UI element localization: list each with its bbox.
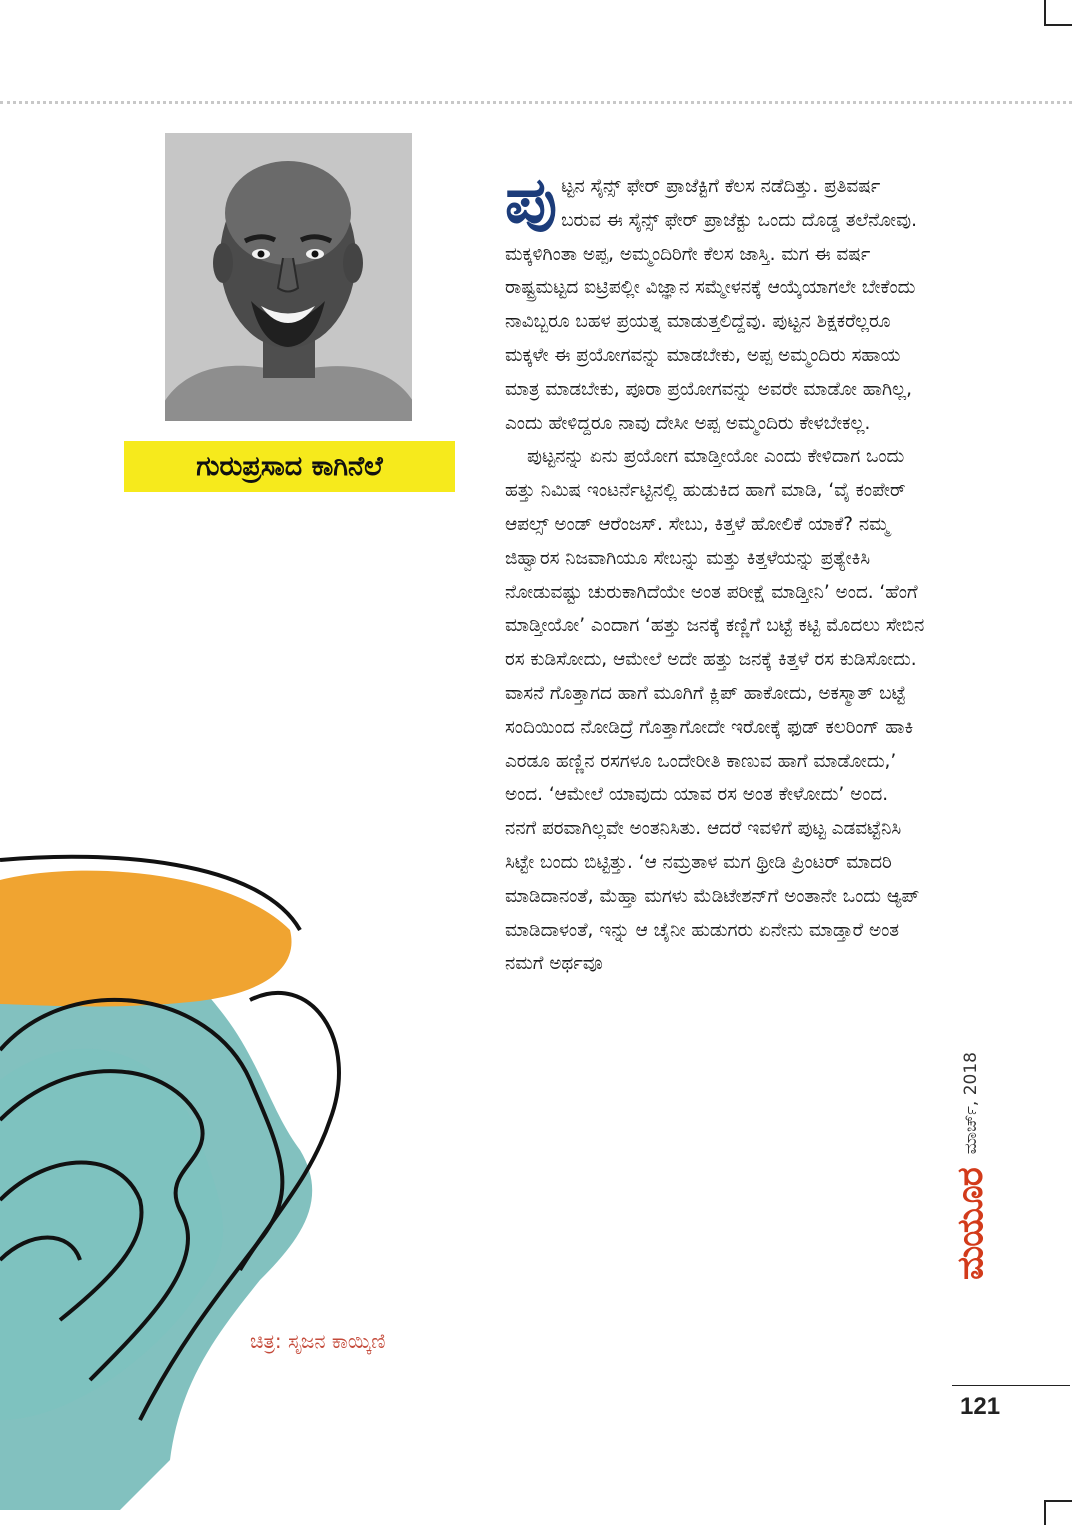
author-photo xyxy=(165,133,412,421)
issue-date: ಮಾರ್ಚ್, 2018 xyxy=(961,1052,981,1155)
crop-mark-top-h xyxy=(1044,24,1072,26)
crop-mark-bottom-h xyxy=(1044,1500,1072,1502)
page-number-rule xyxy=(952,1385,1070,1386)
author-portrait-image xyxy=(165,133,412,421)
crop-mark-top-v xyxy=(1044,0,1046,26)
article-body xyxy=(505,164,925,981)
illustration-artwork xyxy=(0,820,470,1520)
author-byline: ಗುರುಪ್ರಸಾದ ಕಾಗಿನೆಲೆ xyxy=(124,441,455,492)
drop-cap: ಪು xyxy=(505,164,558,238)
header-dotted-rule xyxy=(0,101,1072,104)
article-paragraph-1 xyxy=(505,164,925,440)
article-paragraph-2: ಪುಟ್ಟನನ್ನು ಏನು ಪ್ರಯೋಗ ಮಾಡ್ತೀಯೋ ಎಂದು ಕೇಳಿದಾಗ ಒಂದು ಹತ್ತು ನಿಮಿಷ ಇಂಟರ್ನೆಟ್ಟಿನಲ್ಲಿ ಹುಡುಕಿದ ಹಾಗೆ ಮಾಡಿ, ‘ವೈ ಕಂಪೇರ್ ಆಪಲ್ಸ್ ಅಂಡ್ ಆರೆಂಜಸ್. ಸೇಬು, ಕಿತ್ತಳೆ ಹೋಲಿಕೆ ಯಾಕೆ? ನಮ್ಮ ಜಿಹ್ವಾರಸ ನಿಜವಾಗಿಯೂ ಸೇಬನ್ನು ಮತ್ತು ಕಿತ್ತಳೆಯನ್ನು ಪ್ರತ್ಯೇಕಿಸಿ ನೋಡುವಷ್ಟು ಚುರುಕಾಗಿದೆಯೇ ಅಂತ ಪರೀಕ್ಷೆ ಮಾಡ್ತೀನಿ’ ಅಂದ. ‘ಹೆಂಗೆ ಮಾಡ್ತೀಯೋ’ ಎಂದಾಗ ‘ಹತ್ತು ಜನಕ್ಕೆ ಕಣ್ಣಿಗೆ ಬಟ್ಟೆ ಕಟ್ಟಿ ಮೊದಲು ಸೇಬಿನ ರಸ ಕುಡಿಸೋದು, ಆಮೇಲೆ ಅದೇ ಹತ್ತು ಜನಕ್ಕೆ ಕಿತ್ತಳೆ ರಸ ಕುಡಿಸೋದು. ವಾಸನೆ ಗೊತ್ತಾಗದ ಹಾಗೆ ಮೂಗಿಗೆ ಕ್ಲಿಪ್ ಹಾಕೋದು, ಅಕಸ್ಮಾತ್ ಬಟ್ಟೆ ಸಂದಿಯಿಂದ ನೋಡಿದ್ರೆ ಗೊತ್ತಾಗೋದೇ ಇರೋಕ್ಕೆ ಫುಡ್ ಕಲರಿಂಗ್ ಹಾಕಿ ಎರಡೂ ಹಣ್ಣಿನ ರಸಗಳೂ ಒಂದೇರೀತಿ ಕಾಣುವ ಹಾಗೆ ಮಾಡೋದು,’ ಅಂದ. ‘ಆಮೇಲೆ ಯಾವುದು ಯಾವ ರಸ ಅಂತ ಕೇಳೋದು’ ಅಂದ. ನನಗೆ ಪರವಾಗಿಲ್ಲವೇ ಅಂತನಿಸಿತು. ಆದರೆ ಇವಳಿಗೆ ಪುಟ್ಟ ಎಡವಟ್ಟೆನಿಸಿ ಸಿಟ್ಟೇ ಬಂದು ಬಿಟ್ಟಿತ್ತು. ‘ಆ ನಮ್ರತಾಳ ಮಗ ಥ್ರೀಡಿ ಪ್ರಿಂಟರ್ ಮಾದರಿ ಮಾಡಿದಾನಂತೆ, ಮೆಹ್ತಾ ಮಗಳು ಮೆಡಿಟೇಶನ್‌ಗೆ ಅಂತಾನೇ ಒಂದು ಆ್ಯಪ್ ಮಾಡಿದಾಳಂತೆ, ಇನ್ನು ಆ ಚೈನೀ ಹುಡುಗರು ಏನೇನು ಮಾಡ್ತಾರೆ ಅಂತ ನಮಗೆ ಅರ್ಥವೂ xyxy=(505,446,925,975)
article-paragraph-1-text: ಟ್ಟನ ಸೈನ್ಸ್ ಫೇರ್ ಪ್ರಾಜೆಕ್ಟಿಗೆ ಕೆಲಸ ನಡೆದಿತ್ತು. ಪ್ರತಿವರ್ಷ ಬರುವ ಈ ಸೈನ್ಸ್ ಫೇರ್ ಪ್ರಾಜೆಕ್ಟು ಒಂದು ದೊಡ್ಡ ತಲೆನೋವು. ಮಕ್ಕಳಿಗಿಂತಾ ಅಪ್ಪ, ಅಮ್ಮಂದಿರಿಗೇ ಕೆಲಸ ಜಾಸ್ತಿ. ಮಗ ಈ ವರ್ಷ ರಾಷ್ಟ್ರಮಟ್ಟದ ಐಟ್ರಿಪಲ್ಲೀ ವಿಜ್ಞಾನ ಸಮ್ಮೇಳನಕ್ಕೆ ಆಯ್ಕೆಯಾಗಲೇ ಬೇಕೆಂದು ನಾವಿಬ್ಬರೂ ಬಹಳ ಪ್ರಯತ್ನ ಮಾಡುತ್ತಲಿದ್ದೆವು. ಪುಟ್ಟನ ಶಿಕ್ಷಕರೆಲ್ಲರೂ ಮಕ್ಕಳೇ ಈ ಪ್ರಯೋಗವನ್ನು ಮಾಡಬೇಕು, ಅಪ್ಪ ಅಮ್ಮಂದಿರು ಸಹಾಯ ಮಾತ್ರ ಮಾಡಬೇಕು, ಪೂರಾ ಪ್ರಯೋಗವನ್ನು ಅವರೇ ಮಾಡೋ ಹಾಗಿಲ್ಲ, ಎಂದು ಹೇಳಿದ್ದರೂ ನಾವು ದೇಸೀ ಅಪ್ಪ ಅಮ್ಮಂದಿರು ಕೇಳಬೇಕಲ್ಲ. xyxy=(505,176,917,434)
magazine-name: ಮಯೂರ xyxy=(950,1168,991,1280)
crop-mark-bottom-v xyxy=(1044,1500,1046,1525)
magazine-side-label xyxy=(951,980,991,1280)
illustration-signature: ಚಿತ್ರ: ಸೃಜನ ಕಾಯ್ಕಿಣಿ xyxy=(250,1329,386,1353)
page-number: 121 xyxy=(960,1393,1001,1420)
